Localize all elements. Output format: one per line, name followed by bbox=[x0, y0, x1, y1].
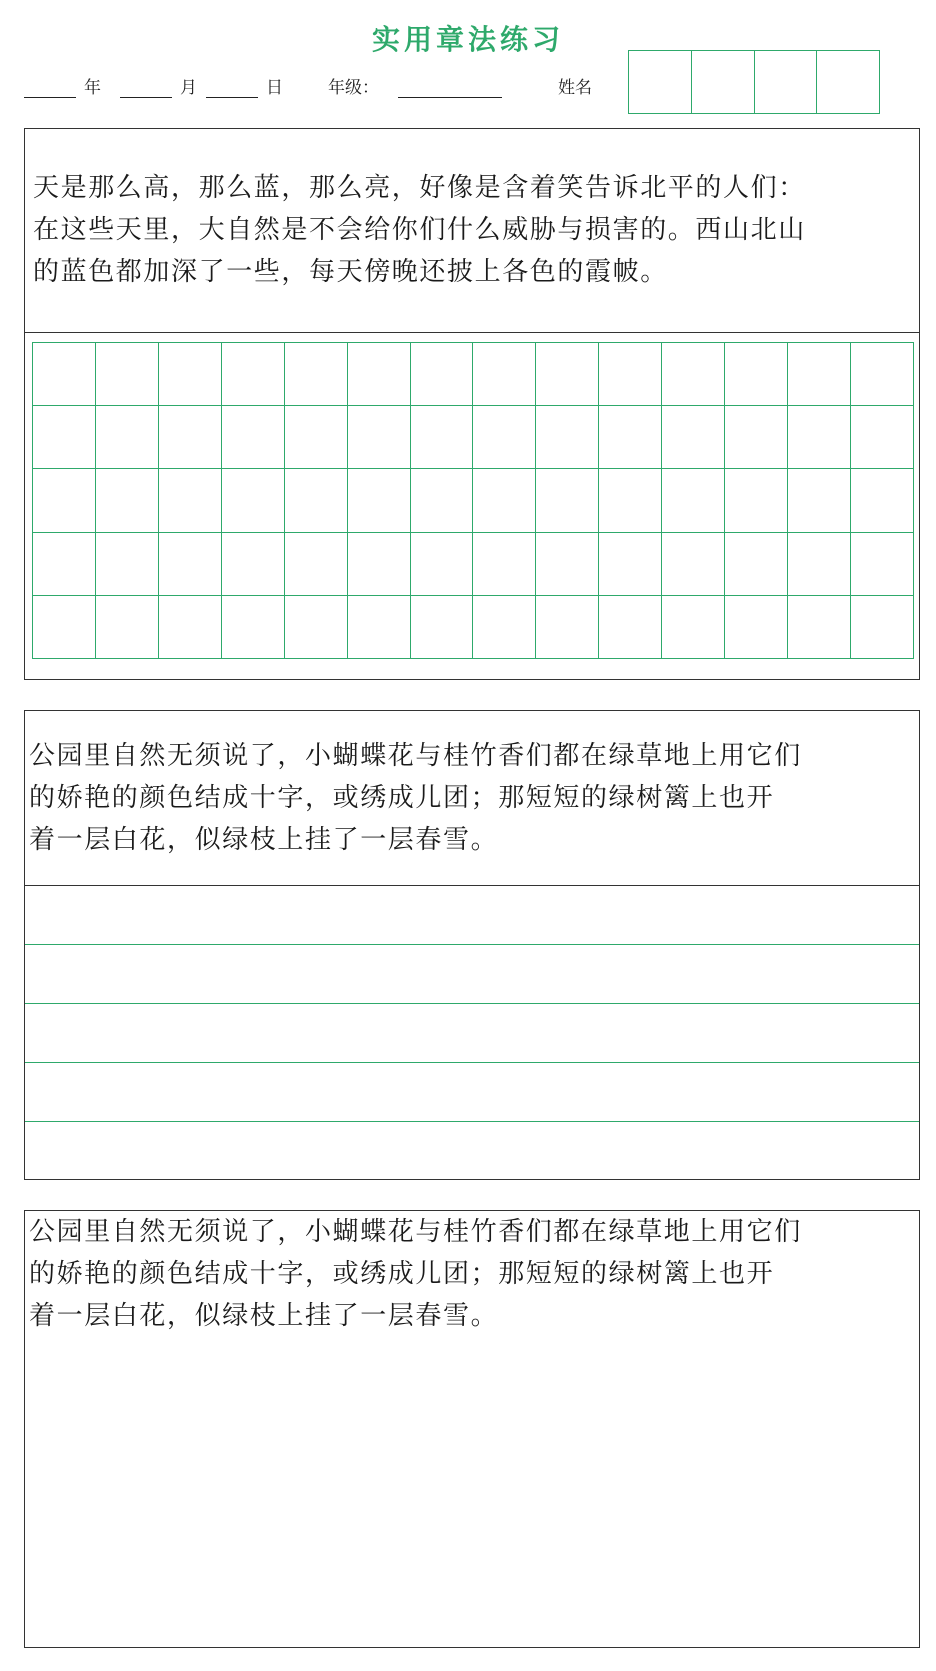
section-3 bbox=[24, 1210, 920, 1648]
grid-cell[interactable] bbox=[662, 596, 725, 659]
grid-cell[interactable] bbox=[473, 596, 536, 659]
name-label: 姓名 bbox=[558, 78, 592, 98]
grid-cell[interactable] bbox=[411, 343, 474, 406]
grid-cell[interactable] bbox=[788, 406, 851, 469]
passage-3: 公园里自然无须说了，小蝴蝶花与桂竹香们都在绿草地上用它们 的娇艳的颜色结成十字，或绣成儿团；那短短的绿树篱上也开 着一层白花，似绿枝上挂了一层春雪。 bbox=[29, 1217, 802, 1331]
grid-cell[interactable] bbox=[285, 596, 348, 659]
month-blank[interactable] bbox=[120, 97, 172, 98]
grid-cell[interactable] bbox=[536, 343, 599, 406]
grid-cell[interactable] bbox=[285, 533, 348, 596]
grid-cell[interactable] bbox=[96, 406, 159, 469]
grid-cell[interactable] bbox=[285, 406, 348, 469]
grid-cell[interactable] bbox=[159, 533, 222, 596]
grid-cell[interactable] bbox=[851, 343, 914, 406]
grid-cell[interactable] bbox=[285, 469, 348, 532]
grid-cell[interactable] bbox=[851, 469, 914, 532]
name-box-cell[interactable] bbox=[692, 51, 755, 113]
grid-cell[interactable] bbox=[222, 533, 285, 596]
grid-cell[interactable] bbox=[159, 406, 222, 469]
year-blank[interactable] bbox=[24, 97, 76, 98]
writing-line[interactable] bbox=[25, 944, 919, 945]
writing-line[interactable] bbox=[25, 1003, 919, 1004]
year-label: 年 bbox=[84, 78, 101, 98]
writing-line[interactable] bbox=[25, 1121, 919, 1122]
page-title: 实用章法练习 bbox=[371, 23, 564, 56]
grid-cell[interactable] bbox=[725, 343, 788, 406]
grid-cell[interactable] bbox=[725, 469, 788, 532]
grid-cell[interactable] bbox=[599, 533, 662, 596]
name-boxes[interactable] bbox=[628, 50, 880, 114]
free-writing-area[interactable] bbox=[25, 1361, 919, 1641]
grid-cell[interactable] bbox=[96, 596, 159, 659]
grid-cell[interactable] bbox=[536, 533, 599, 596]
grid-cell[interactable] bbox=[222, 406, 285, 469]
grid-cell[interactable] bbox=[788, 343, 851, 406]
passage-2: 公园里自然无须说了，小蝴蝶花与桂竹香们都在绿草地上用它们 的娇艳的颜色结成十字，或绣成儿团；那短短的绿树篱上也开 着一层白花，似绿枝上挂了一层春雪。 bbox=[29, 741, 802, 855]
grid-cell[interactable] bbox=[662, 343, 725, 406]
grid-cell[interactable] bbox=[411, 469, 474, 532]
grid-cell[interactable] bbox=[96, 469, 159, 532]
grid-cell[interactable] bbox=[473, 469, 536, 532]
grid-cell[interactable] bbox=[285, 343, 348, 406]
grid-cell[interactable] bbox=[536, 406, 599, 469]
grid-cell[interactable] bbox=[348, 343, 411, 406]
grid-cell[interactable] bbox=[851, 596, 914, 659]
grid-cell[interactable] bbox=[662, 406, 725, 469]
grid-cell[interactable] bbox=[348, 533, 411, 596]
grid-cell[interactable] bbox=[473, 533, 536, 596]
grid-cell[interactable] bbox=[599, 596, 662, 659]
grid-cell[interactable] bbox=[536, 469, 599, 532]
grid-cell[interactable] bbox=[159, 596, 222, 659]
day-label: 日 bbox=[266, 78, 283, 98]
grid-cell[interactable] bbox=[662, 469, 725, 532]
grid-cell[interactable] bbox=[33, 343, 96, 406]
grade-label: 年级： bbox=[328, 78, 379, 98]
grid-cell[interactable] bbox=[725, 596, 788, 659]
grid-cell[interactable] bbox=[411, 406, 474, 469]
grid-cell[interactable] bbox=[222, 596, 285, 659]
grid-cell[interactable] bbox=[96, 343, 159, 406]
writing-grid[interactable] bbox=[32, 342, 914, 659]
section-1 bbox=[24, 128, 920, 680]
grade-blank[interactable] bbox=[398, 97, 502, 98]
grid-cell[interactable] bbox=[33, 596, 96, 659]
grid-cell[interactable] bbox=[599, 343, 662, 406]
grid-cell[interactable] bbox=[33, 406, 96, 469]
grid-cell[interactable] bbox=[599, 406, 662, 469]
grid-cell[interactable] bbox=[473, 343, 536, 406]
grid-cell[interactable] bbox=[411, 596, 474, 659]
passage-1: 天是那么高，那么蓝，那么亮，好像是含着笑告诉北平的人们： 在这些天里，大自然是不会给你们什么威胁与损害的。西山北山 的蓝色都加深了一些，每天傍晚还披上各色的霞帔。 bbox=[33, 173, 806, 287]
section-1-divider bbox=[25, 332, 919, 333]
name-box-cell[interactable] bbox=[755, 51, 818, 113]
grid-cell[interactable] bbox=[348, 596, 411, 659]
grid-cell[interactable] bbox=[536, 596, 599, 659]
grid-cell[interactable] bbox=[222, 343, 285, 406]
grid-cell[interactable] bbox=[33, 469, 96, 532]
grid-cell[interactable] bbox=[473, 406, 536, 469]
grid-cell[interactable] bbox=[725, 406, 788, 469]
grid-cell[interactable] bbox=[348, 469, 411, 532]
grid-cell[interactable] bbox=[348, 406, 411, 469]
grid-cell[interactable] bbox=[222, 469, 285, 532]
grid-cell[interactable] bbox=[788, 596, 851, 659]
section-2-divider bbox=[25, 885, 919, 886]
day-blank[interactable] bbox=[206, 97, 258, 98]
grid-cell[interactable] bbox=[725, 533, 788, 596]
grid-cell[interactable] bbox=[851, 533, 914, 596]
name-box-cell[interactable] bbox=[629, 51, 692, 113]
grid-cell[interactable] bbox=[159, 343, 222, 406]
grid-cell[interactable] bbox=[411, 533, 474, 596]
writing-line[interactable] bbox=[25, 1062, 919, 1063]
grid-cell[interactable] bbox=[599, 469, 662, 532]
grid-cell[interactable] bbox=[788, 533, 851, 596]
month-label: 月 bbox=[180, 78, 197, 98]
grid-cell[interactable] bbox=[159, 469, 222, 532]
name-box-cell[interactable] bbox=[817, 51, 879, 113]
grid-cell[interactable] bbox=[788, 469, 851, 532]
grid-cell[interactable] bbox=[662, 533, 725, 596]
grid-cell[interactable] bbox=[851, 406, 914, 469]
grid-cell[interactable] bbox=[96, 533, 159, 596]
grid-cell[interactable] bbox=[33, 533, 96, 596]
section-2 bbox=[24, 710, 920, 1180]
